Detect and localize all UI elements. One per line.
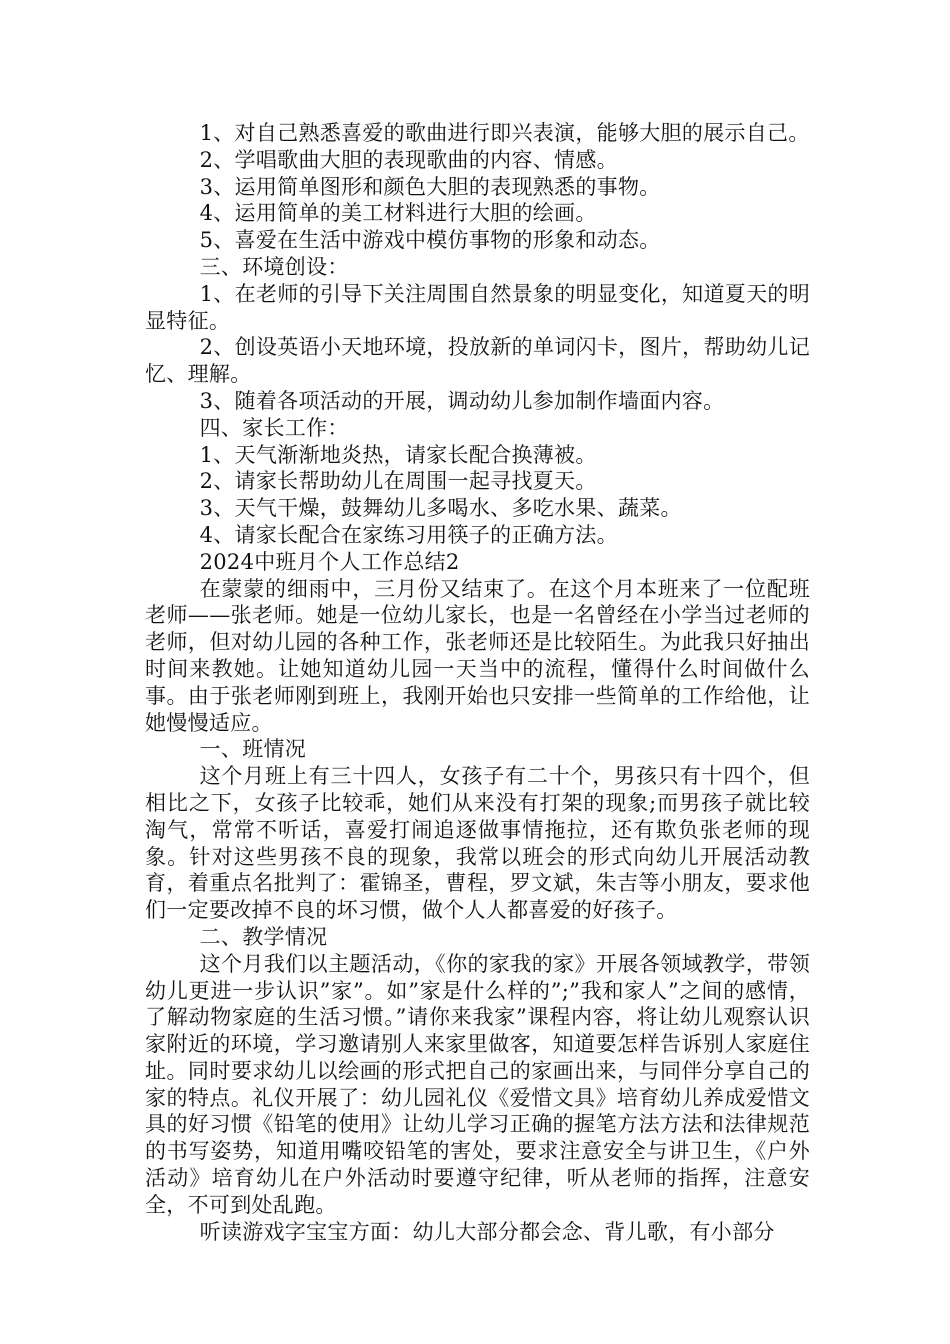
paragraph: 这个月我们以主题活动，《你的家我的家》开展各领域教学，带领幼儿更进一步认识”家”。如”家是什么样的”;”我和家人”之间的感情，了解动物家庭的生活习惯。”请你来我家”课程内容，将让幼儿观察认识家附近的环境，学习邀请别人来家里做客，知道要怎样告诉别人家庭住址。同时要求幼儿以绘画的形式把自己的家画出来，与同伴分享自己的家的特点。礼仪开展了：幼儿园礼仪《爱惜文具》培育幼儿养成爱惜文具的好习惯《铅笔的使用》让幼儿学习正确的握笔方法方法和法律规范的书写姿势，知道用嘴咬铅笔的害处，要求注意安全与讲卫生，《户外活动》培育幼儿在户外活动时要遵守纪律，听从老师的指挥，注意安全，不可到处乱跑。 bbox=[145, 951, 810, 1217]
paragraph: 1、在老师的引导下关注周围自然景象的明显变化，知道夏天的明显特征。 bbox=[145, 281, 810, 333]
paragraph: 在蒙蒙的细雨中，三月份又结束了。在这个月本班来了一位配班老师——张老师。她是一位幼儿家长，也是一名曾经在小学当过老师的老师，但对幼儿园的各种工作，张老师还是比较陌生。为此我只好抽出时间来教她。让她知道幼儿园一天当中的流程，懂得什么时间做什么事。由于张老师刚到班上，我刚开始也只安排一些简单的工作给他，让她慢慢适应。 bbox=[145, 576, 810, 735]
paragraph: 2、学唱歌曲大胆的表现歌曲的内容、情感。 bbox=[199, 147, 618, 172]
paragraph: 这个月班上有三十四人，女孩子有二十个，男孩只有十四个，但相比之下，女孩子比较乖，她们从来没有打架的现象;而男孩子就比较淘气，常常不听话，喜爱打闹追逐做事情拖拉，还有欺负张老师的现象。针对这些男孩不良的现象，我常以班会的形式向幼儿开展活动教育，着重点名批判了：霍锦圣，曹程，罗文斌，朱吉等小朋友，要求他们一定要改掉不良的坏习惯，做个人人都喜爱的好孩子。 bbox=[145, 764, 810, 923]
paragraph: 4、运用简单的美工材料进行大胆的绘画。 bbox=[199, 201, 597, 226]
paragraph: 3、运用简单图形和颜色大胆的表现熟悉的事物。 bbox=[199, 174, 661, 199]
paragraph: 2、创设英语小天地环境，投放新的单词闪卡，图片，帮助幼儿记忆、理解。 bbox=[145, 335, 810, 387]
section-heading: 二、教学情况 bbox=[199, 924, 328, 949]
paragraph: 3、随着各项活动的开展，调动幼儿参加制作墙面内容。 bbox=[199, 388, 725, 413]
section-heading: 一、班情况 bbox=[199, 737, 307, 762]
document-body bbox=[145, 120, 810, 1245]
paragraph: 4、请家长配合在家练习用筷子的正确方法。 bbox=[199, 522, 618, 547]
section-heading: 四、家长工作： bbox=[199, 415, 349, 440]
paragraph: 2、请家长帮助幼儿在周围一起寻找夏天。 bbox=[199, 469, 597, 494]
paragraph: 1、对自己熟悉喜爱的歌曲进行即兴表演，能够大胆的展示自己。 bbox=[199, 121, 810, 145]
section-heading: 三、环境创设： bbox=[199, 254, 349, 279]
paragraph: 1、天气渐渐地炎热，请家长配合换薄被。 bbox=[199, 442, 597, 467]
paragraph: 听读游戏字宝宝方面：幼儿大部分都会念、背儿歌，有小部分 bbox=[199, 1219, 775, 1244]
paragraph: 3、天气干燥，鼓舞幼儿多喝水、多吃水果、蔬菜。 bbox=[199, 496, 682, 521]
document-title: 2024中班月个人工作总结2 bbox=[199, 549, 460, 574]
paragraph: 5、喜爱在生活中游戏中模仿事物的形象和动态。 bbox=[199, 228, 661, 253]
